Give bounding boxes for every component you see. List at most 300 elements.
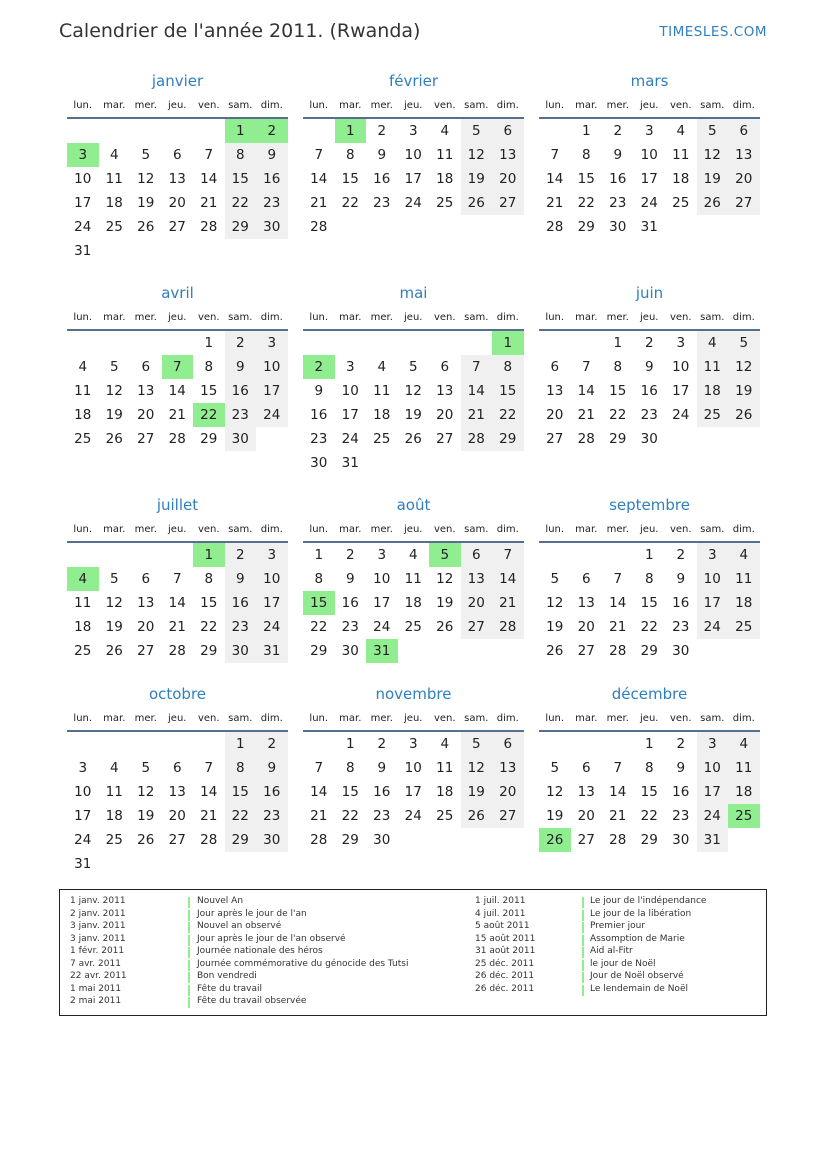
weekday-label: ven. — [197, 100, 220, 111]
day-cell: 6 — [141, 571, 151, 587]
day-cell: 23 — [672, 808, 690, 824]
day-cell: 17 — [74, 195, 92, 211]
weekday-header — [67, 100, 288, 116]
day-cell: 29 — [200, 643, 218, 659]
day-cell: 29 — [577, 219, 595, 235]
weekday-label: lun. — [545, 100, 565, 111]
day-cell: 4 — [377, 359, 387, 375]
weekday-label: dim. — [496, 713, 519, 724]
month-name: janvier — [151, 72, 204, 90]
day-cell: 27 — [728, 191, 760, 215]
day-cell: 21 — [200, 195, 218, 211]
day-cell: 2 — [676, 736, 686, 752]
holiday-color-marker — [582, 910, 584, 921]
day-cell: 8 — [314, 571, 324, 587]
day-cell: 9 — [314, 383, 324, 399]
legend-holiday-name: Jour de Noël observé — [590, 971, 684, 981]
holiday-color-marker — [582, 922, 584, 933]
day-cell: 14 — [310, 784, 328, 800]
day-cell: 14 — [492, 567, 524, 591]
day-cell: 8 — [225, 143, 257, 167]
day-cell: 27 — [492, 804, 524, 828]
day-cell: 10 — [256, 567, 288, 591]
day-cell: 1 — [204, 335, 214, 351]
month-name: mai — [399, 284, 428, 302]
day-cell: 18 — [74, 407, 92, 423]
weekday-header — [67, 524, 288, 540]
day-cell: 19 — [728, 379, 760, 403]
day-cell: 14 — [546, 171, 564, 187]
day-cell: 25 — [74, 431, 92, 447]
day-cell: 2 — [644, 335, 654, 351]
day-cell: 17 — [373, 595, 391, 611]
day-cell: 5 — [408, 359, 418, 375]
legend-holiday-name: Nouvel An — [197, 896, 244, 906]
day-cell: 3 — [345, 359, 355, 375]
legend-date: 25 déc. 2011 — [475, 958, 535, 969]
day-cell: 26 — [105, 431, 123, 447]
holiday-color-marker — [188, 985, 190, 996]
weekday-header — [303, 100, 524, 116]
holiday-color-marker — [188, 972, 190, 983]
day-cell: 16 — [256, 167, 288, 191]
day-cell: 6 — [581, 571, 591, 587]
day-cell: 2 — [613, 123, 623, 139]
day-cell: 8 — [613, 359, 623, 375]
weekday-label: lun. — [73, 524, 93, 535]
day-cell: 16 — [256, 780, 288, 804]
weekday-label: mar. — [575, 100, 598, 111]
legend-holiday-name: Nouvel an observé — [197, 921, 282, 931]
day-cell: 2 — [377, 123, 387, 139]
day-cell: 25 — [373, 431, 391, 447]
day-cell: 6 — [461, 543, 493, 567]
weekday-label: lun. — [309, 713, 329, 724]
day-cell: 30 — [672, 643, 690, 659]
day-cell: 10 — [404, 147, 422, 163]
weekday-label: ven. — [433, 100, 456, 111]
day-cell: 26 — [546, 643, 564, 659]
day-cell: 20 — [546, 407, 564, 423]
legend-date: 2 mai 2011 — [70, 996, 122, 1006]
day-cell: 11 — [436, 147, 454, 163]
day-cell: 11 — [697, 355, 729, 379]
weekday-label: mer. — [370, 312, 393, 323]
day-cell: 12 — [461, 756, 493, 780]
month-name: octobre — [148, 685, 207, 703]
day-cell: 9 — [225, 567, 257, 591]
day-cell: 18 — [373, 407, 391, 423]
weekday-label: jeu. — [640, 524, 659, 535]
day-cell: 23 — [310, 431, 328, 447]
legend-date: 3 janv. 2011 — [70, 933, 126, 944]
day-cell: 15 — [225, 167, 257, 191]
day-cell: 27 — [577, 643, 595, 659]
weekday-label: mer. — [370, 713, 393, 724]
day-cell: 7 — [314, 760, 324, 776]
day-cell: 30 — [225, 639, 257, 663]
weekday-label: jeu. — [168, 713, 187, 724]
day-cell: 5 — [109, 359, 119, 375]
day-cell: 25 — [728, 615, 760, 639]
day-cell: 6 — [172, 760, 182, 776]
day-cell: 29 — [200, 431, 218, 447]
day-cell: 17 — [404, 784, 422, 800]
day-cell: 24 — [256, 403, 288, 427]
day-cell: 20 — [492, 167, 524, 191]
day-cell: 24 — [640, 195, 658, 211]
day-cell: 27 — [461, 615, 493, 639]
day-cell: 21 — [310, 195, 328, 211]
day-cell: 31 — [640, 219, 658, 235]
day-cell: 14 — [200, 171, 218, 187]
weekday-label: mer. — [134, 713, 157, 724]
day-cell: 6 — [581, 760, 591, 776]
day-cell: 13 — [546, 383, 564, 399]
weekday-label: mar. — [103, 713, 126, 724]
legend-date: 15 août 2011 — [475, 933, 536, 944]
day-cell: 20 — [577, 808, 595, 824]
day-cell: 1 — [314, 547, 324, 563]
day-cell: 30 — [640, 431, 658, 447]
day-cell: 14 — [168, 595, 186, 611]
day-cell: 20 — [728, 167, 760, 191]
day-cell: 19 — [546, 808, 564, 824]
day-cell: 18 — [404, 595, 422, 611]
weekday-label: jeu. — [404, 713, 423, 724]
day-cell: 4 — [728, 543, 760, 567]
weekday-label: mar. — [103, 524, 126, 535]
weekday-label: dim. — [732, 713, 755, 724]
weekday-label: sam. — [464, 713, 489, 724]
day-cell: 8 — [345, 147, 355, 163]
day-cell: 19 — [404, 407, 422, 423]
weekday-label: mer. — [606, 312, 629, 323]
holiday-color-marker — [582, 935, 584, 946]
day-cell: 8 — [345, 760, 355, 776]
day-cell: 30 — [310, 455, 328, 471]
holiday-color-marker — [188, 897, 190, 908]
day-cell: 16 — [225, 591, 257, 615]
day-cell: 20 — [492, 780, 524, 804]
weekday-label: jeu. — [640, 100, 659, 111]
day-cell: 13 — [492, 143, 524, 167]
day-cell: 7 — [613, 571, 623, 587]
weekday-label: sam. — [700, 713, 725, 724]
day-cell: 12 — [404, 383, 422, 399]
weekday-label: jeu. — [168, 100, 187, 111]
day-cell: 11 — [672, 147, 690, 163]
day-cell: 4 — [109, 760, 119, 776]
weekday-label: mar. — [103, 100, 126, 111]
day-cell: 7 — [314, 147, 324, 163]
day-cell: 2 — [256, 732, 288, 756]
day-cell: 17 — [672, 383, 690, 399]
weekday-label: jeu. — [640, 312, 659, 323]
holiday-color-marker — [582, 897, 584, 908]
day-cell: 30 — [256, 215, 288, 239]
day-cell: 23 — [256, 191, 288, 215]
day-cell: 13 — [168, 171, 186, 187]
weekday-label: dim. — [496, 312, 519, 323]
weekday-label: dim. — [260, 713, 283, 724]
day-cell: 31 — [341, 455, 359, 471]
day-cell: 24 — [697, 804, 729, 828]
day-cell: 6 — [728, 119, 760, 143]
day-cell: 3 — [697, 543, 729, 567]
day-cell: 28 — [200, 219, 218, 235]
day-cell: 20 — [436, 407, 454, 423]
day-cell: 17 — [697, 591, 729, 615]
holiday-color-marker — [582, 960, 584, 971]
day-cell: 5 — [550, 571, 560, 587]
day-cell: 4 — [440, 736, 450, 752]
legend-holiday-name: Jour après le jour de l'an — [197, 908, 307, 919]
day-cell: 20 — [168, 195, 186, 211]
day-cell: 18 — [74, 619, 92, 635]
legend-date: 4 juil. 2011 — [475, 908, 526, 919]
holiday-color-marker — [188, 922, 190, 933]
day-cell: 11 — [74, 383, 92, 399]
day-cell: 22 — [310, 619, 328, 635]
day-cell: 16 — [373, 171, 391, 187]
day-cell: 24 — [404, 808, 422, 824]
day-cell: 10 — [672, 359, 690, 375]
weekday-label: lun. — [73, 713, 93, 724]
day-cell: 29 — [225, 828, 257, 852]
holiday-day-cell: 3 — [67, 143, 99, 167]
legend-holiday-name: Jour après le jour de l'an observé — [197, 933, 346, 944]
weekday-label: ven. — [669, 524, 692, 535]
day-cell: 11 — [404, 571, 422, 587]
weekday-label: sam. — [228, 312, 253, 323]
day-cell: 13 — [577, 784, 595, 800]
day-cell: 26 — [137, 832, 155, 848]
holiday-color-marker — [188, 947, 190, 958]
weekday-label: lun. — [545, 524, 565, 535]
legend-holiday-name: le jour de Noël — [590, 958, 656, 969]
day-cell: 2 — [377, 736, 387, 752]
holiday-day-cell: 2 — [303, 355, 335, 379]
day-cell: 13 — [137, 595, 155, 611]
month-name: juillet — [156, 496, 199, 514]
day-cell: 26 — [461, 191, 493, 215]
header-divider — [303, 329, 524, 331]
day-cell: 16 — [341, 595, 359, 611]
day-cell: 27 — [492, 191, 524, 215]
day-cell: 29 — [640, 832, 658, 848]
day-cell: 28 — [609, 832, 627, 848]
month-name: avril — [161, 284, 194, 302]
day-cell: 28 — [461, 427, 493, 451]
legend-holiday-name: Assomption de Marie — [590, 933, 685, 944]
day-cell: 29 — [609, 431, 627, 447]
day-cell: 22 — [492, 403, 524, 427]
day-cell: 12 — [105, 595, 123, 611]
day-cell: 5 — [461, 732, 493, 756]
day-cell: 7 — [172, 571, 182, 587]
day-cell: 22 — [225, 191, 257, 215]
day-cell: 28 — [168, 643, 186, 659]
month-name: février — [388, 72, 439, 90]
day-cell: 3 — [697, 732, 729, 756]
day-cell: 17 — [404, 171, 422, 187]
weekday-label: mar. — [575, 312, 598, 323]
day-cell: 18 — [436, 784, 454, 800]
day-cell: 8 — [225, 756, 257, 780]
day-cell: 27 — [577, 832, 595, 848]
day-cell: 4 — [109, 147, 119, 163]
day-cell: 9 — [256, 756, 288, 780]
day-cell: 22 — [225, 804, 257, 828]
day-cell: 5 — [109, 571, 119, 587]
day-cell: 8 — [204, 571, 214, 587]
day-cell: 24 — [404, 195, 422, 211]
legend-date: 3 janv. 2011 — [70, 921, 126, 931]
day-cell: 21 — [200, 808, 218, 824]
day-cell: 26 — [404, 431, 422, 447]
day-cell: 6 — [440, 359, 450, 375]
weekday-header — [67, 312, 288, 328]
day-cell: 9 — [644, 359, 654, 375]
day-cell: 21 — [492, 591, 524, 615]
day-cell: 22 — [200, 619, 218, 635]
weekday-label: sam. — [700, 100, 725, 111]
holiday-day-cell: 31 — [366, 639, 398, 663]
weekday-label: jeu. — [168, 524, 187, 535]
weekday-header — [303, 524, 524, 540]
weekday-label: mar. — [103, 312, 126, 323]
day-cell: 29 — [492, 427, 524, 451]
day-cell: 30 — [225, 427, 257, 451]
weekday-label: lun. — [545, 713, 565, 724]
day-cell: 18 — [105, 808, 123, 824]
holiday-color-marker — [582, 972, 584, 983]
day-cell: 16 — [672, 595, 690, 611]
day-cell: 1 — [345, 736, 355, 752]
day-cell: 26 — [728, 403, 760, 427]
day-cell: 6 — [550, 359, 560, 375]
day-cell: 3 — [408, 123, 418, 139]
day-cell: 27 — [168, 832, 186, 848]
day-cell: 26 — [436, 619, 454, 635]
day-cell: 21 — [168, 619, 186, 635]
day-cell: 1 — [644, 736, 654, 752]
page-title: Calendrier de l'année 2011. (Rwanda) — [59, 20, 421, 42]
weekday-label: mer. — [606, 100, 629, 111]
day-cell: 15 — [492, 379, 524, 403]
weekday-label: dim. — [732, 312, 755, 323]
day-cell: 15 — [200, 595, 218, 611]
weekday-label: dim. — [260, 100, 283, 111]
day-cell: 27 — [137, 431, 155, 447]
weekday-header — [539, 524, 760, 540]
day-cell: 28 — [310, 219, 328, 235]
day-cell: 30 — [341, 643, 359, 659]
day-cell: 12 — [137, 784, 155, 800]
day-cell: 22 — [341, 808, 359, 824]
day-cell: 14 — [577, 383, 595, 399]
day-cell: 9 — [345, 571, 355, 587]
weekday-label: mer. — [370, 524, 393, 535]
holiday-day-cell: 25 — [728, 804, 760, 828]
day-cell: 14 — [168, 383, 186, 399]
weekday-label: jeu. — [640, 713, 659, 724]
day-cell: 12 — [546, 595, 564, 611]
weekday-label: jeu. — [404, 100, 423, 111]
weekday-label: ven. — [433, 524, 456, 535]
day-cell: 26 — [105, 643, 123, 659]
day-cell: 24 — [341, 431, 359, 447]
day-cell: 14 — [310, 171, 328, 187]
weekday-label: mar. — [575, 524, 598, 535]
legend-date: 1 mai 2011 — [70, 983, 122, 994]
holiday-color-marker — [582, 985, 584, 996]
legend-holiday-name: Bon vendredi — [197, 971, 257, 981]
day-cell: 18 — [728, 591, 760, 615]
day-cell: 18 — [436, 171, 454, 187]
day-cell: 22 — [577, 195, 595, 211]
day-cell: 22 — [640, 619, 658, 635]
day-cell: 16 — [310, 407, 328, 423]
day-cell: 11 — [436, 760, 454, 776]
month-name: septembre — [609, 496, 690, 514]
day-cell: 23 — [341, 619, 359, 635]
legend-holiday-name: Fête du travail observée — [197, 996, 307, 1006]
weekday-label: dim. — [260, 312, 283, 323]
weekday-label: mer. — [134, 312, 157, 323]
weekday-label: lun. — [309, 524, 329, 535]
holiday-day-cell: 1 — [335, 119, 367, 143]
weekday-label: dim. — [260, 524, 283, 535]
day-cell: 24 — [74, 219, 92, 235]
legend-date: 5 août 2011 — [475, 921, 530, 931]
day-cell: 23 — [256, 804, 288, 828]
day-cell: 12 — [461, 143, 493, 167]
day-cell: 27 — [168, 219, 186, 235]
day-cell: 14 — [461, 379, 493, 403]
day-cell: 9 — [676, 760, 686, 776]
day-cell: 16 — [225, 379, 257, 403]
month-name: novembre — [375, 685, 452, 703]
day-cell: 29 — [310, 643, 328, 659]
day-cell: 12 — [697, 143, 729, 167]
day-cell: 20 — [461, 591, 493, 615]
holiday-color-marker — [188, 910, 190, 921]
day-cell: 8 — [204, 359, 214, 375]
day-cell: 27 — [137, 643, 155, 659]
day-cell: 25 — [74, 643, 92, 659]
legend-date: 26 déc. 2011 — [475, 971, 535, 981]
weekday-label: ven. — [669, 100, 692, 111]
day-cell: 13 — [728, 143, 760, 167]
brand-link[interactable]: TIMESLES.COM — [659, 24, 767, 40]
weekday-header — [539, 713, 760, 729]
day-cell: 21 — [609, 619, 627, 635]
day-cell: 30 — [672, 832, 690, 848]
weekday-label: mer. — [134, 524, 157, 535]
day-cell: 19 — [105, 407, 123, 423]
day-cell: 4 — [440, 123, 450, 139]
day-cell: 25 — [404, 619, 422, 635]
day-cell: 25 — [436, 808, 454, 824]
day-cell: 6 — [492, 732, 524, 756]
legend-holiday-name: Aid al-Fitr — [590, 946, 633, 956]
weekday-label: dim. — [496, 100, 519, 111]
weekday-label: dim. — [732, 100, 755, 111]
day-cell: 18 — [728, 780, 760, 804]
day-cell: 15 — [341, 784, 359, 800]
